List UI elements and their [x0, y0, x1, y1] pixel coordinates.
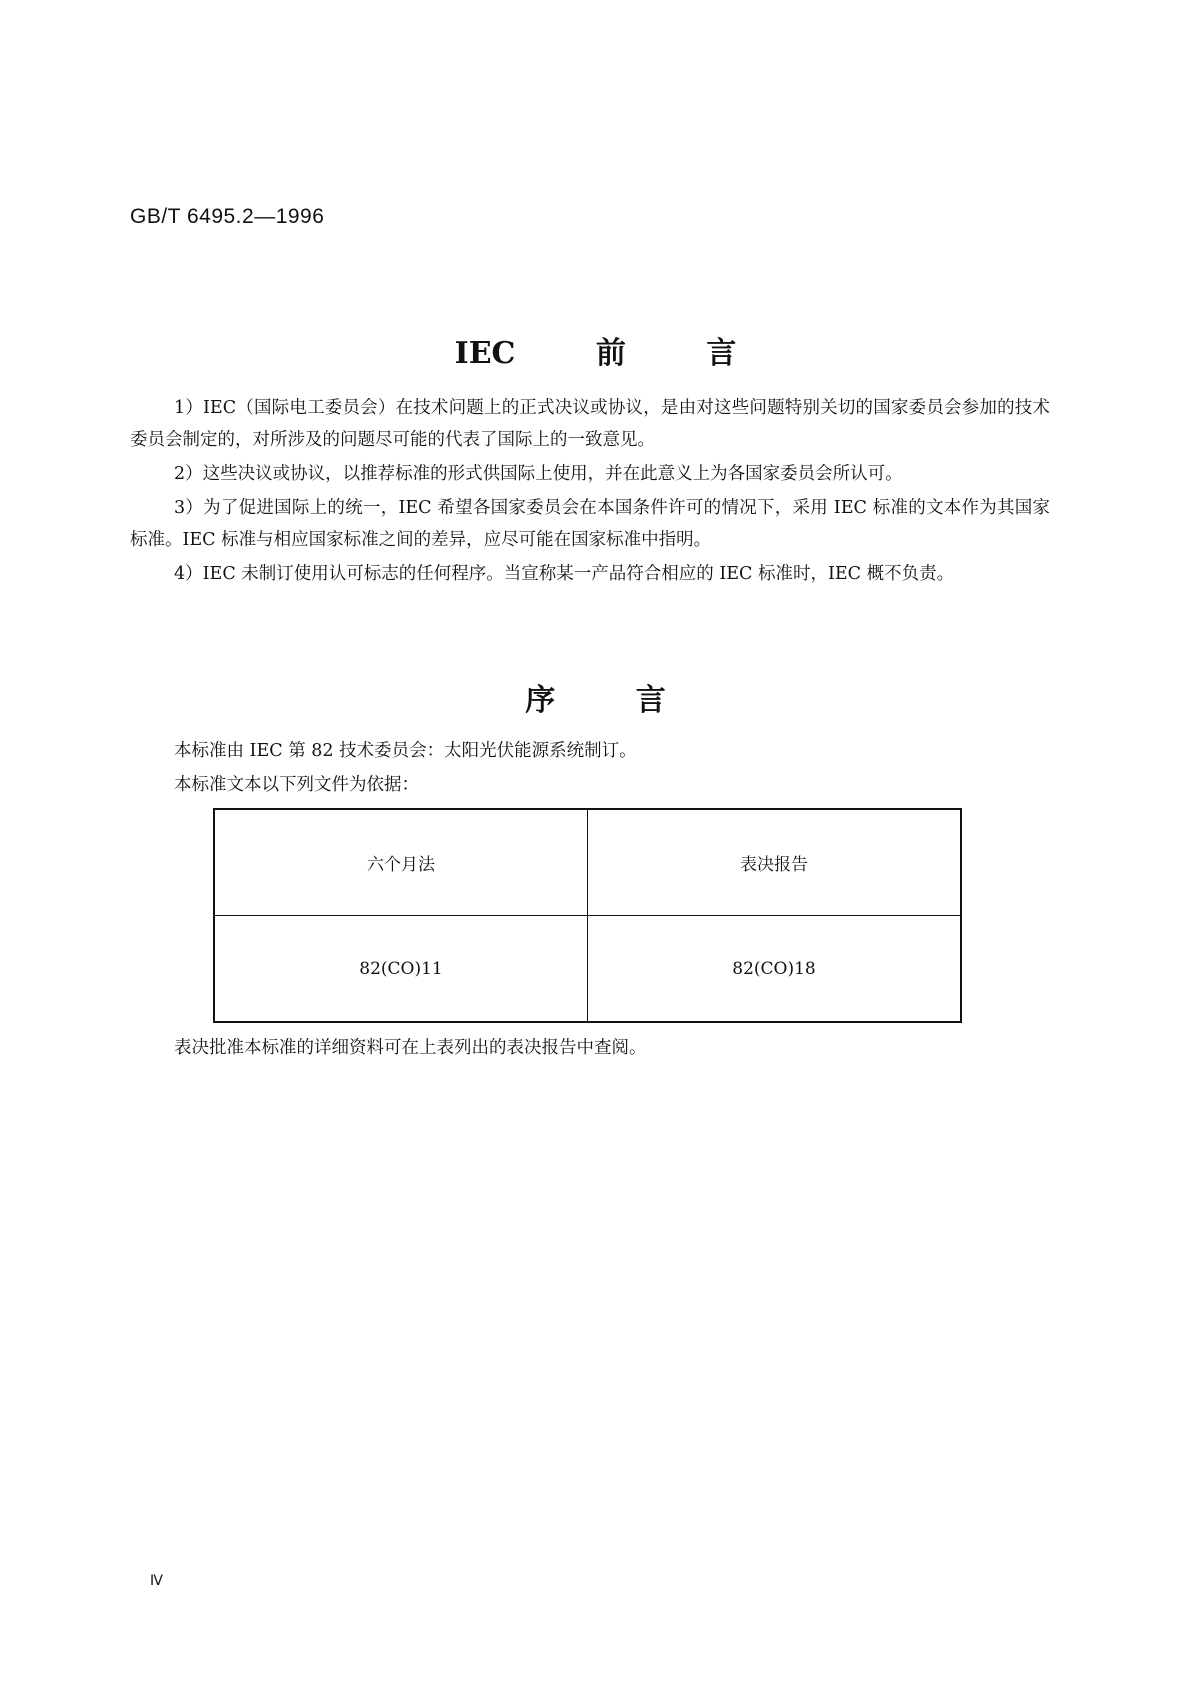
foreword-paragraph-3: 3）为了促进国际上的统一，IEC 希望各国家委员会在本国条件许可的情况下，采用 IEC 标准的文本作为其国家标准。IEC 标准与相应国家标准之间的差异，应尽可能在国家标准中指明。 [130, 498, 1050, 550]
table-header-cell: 表决报告 [588, 809, 962, 916]
table-cell: 82(CO)11 [214, 916, 588, 1023]
table-header-cell: 六个月法 [214, 809, 588, 916]
preface-title: 序 言 [525, 683, 666, 718]
page-number: Ⅳ [150, 1572, 163, 1588]
standard-number: GB/T 6495.2—1996 [130, 205, 325, 228]
table-cell: 82(CO)18 [588, 916, 962, 1023]
table-header-row [214, 809, 961, 916]
preface-line-1: 本标准由 IEC 第 82 技术委员会：太阳光伏能源系统制订。 [174, 741, 637, 761]
document-basis-table [213, 808, 962, 1023]
foreword-paragraph-2: 2）这些决议或协议，以推荐标准的形式供国际上使用，并在此意义上为各国家委员会所认可。 [174, 464, 903, 484]
after-table-note: 表决批准本标准的详细资料可在上表列出的表决报告中查阅。 [174, 1038, 647, 1058]
iec-foreword-body [130, 392, 1050, 592]
foreword-paragraph-1: 1）IEC（国际电工委员会）在技术问题上的正式决议或协议，是由对这些问题特别关切的国家委员会参加的技术委员会制定的，对所涉及的问题尽可能的代表了国际上的一致意见。 [130, 398, 1050, 450]
foreword-paragraph-4: 4）IEC 未制订使用认可标志的任何程序。当宣称某一产品符合相应的 IEC 标准时，IEC 概不负责。 [174, 564, 955, 584]
iec-foreword-title: IEC 前 言 [454, 336, 737, 371]
preface-line-2: 本标准文本以下列文件为依据： [174, 775, 419, 795]
table-row [214, 916, 961, 1023]
